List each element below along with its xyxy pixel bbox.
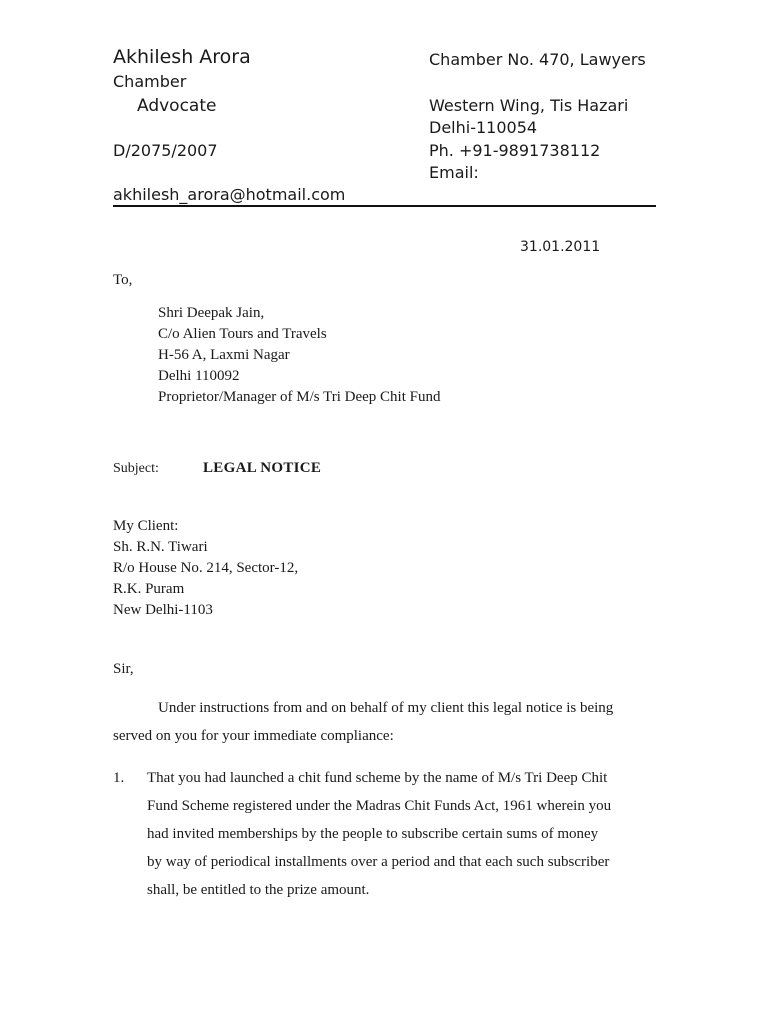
intro-paragraph — [113, 694, 613, 750]
client-heading: My Client: — [113, 518, 179, 534]
phone-number: Ph. +91-9891738112 — [429, 141, 601, 160]
point-line: That you had launched a chit fund scheme by the name of M/s Tri Deep Chit — [147, 770, 608, 786]
address-line-2: Western Wing, Tis Hazari — [429, 96, 629, 115]
subject-label: Subject: — [113, 461, 159, 476]
client-line: R/o House No. 214, Sector-12, — [113, 560, 299, 576]
point-line: by way of periodical installments over a period and that each such subscriber — [147, 854, 610, 870]
salutation-to: To, — [113, 272, 133, 288]
address-line-1: Chamber No. 470, Lawyers — [429, 50, 646, 69]
intro-line: Under instructions from and on behalf of my client this legal notice is being — [158, 700, 614, 716]
recipient-line: H-56 A, Laxmi Nagar — [158, 347, 290, 363]
notice-point — [113, 764, 658, 904]
advocate-title: Advocate — [137, 96, 217, 116]
point-line: had invited memberships by the people to subscribe certain sums of money — [147, 826, 599, 842]
client-block — [113, 516, 298, 621]
email-address: akhilesh_arora@hotmail.com — [113, 185, 346, 204]
letterhead-divider — [113, 205, 656, 207]
client-line: New Delhi-1103 — [113, 602, 213, 618]
chamber-label: Chamber — [113, 72, 187, 91]
email-label: Email: — [429, 163, 479, 182]
recipient-address — [158, 303, 441, 408]
client-line: Sh. R.N. Tiwari — [113, 539, 208, 555]
subject-title: LEGAL NOTICE — [203, 460, 322, 476]
advocate-name: Akhilesh Arora — [113, 46, 251, 68]
address-line-3: Delhi-110054 — [429, 118, 538, 137]
point-line: Fund Scheme registered under the Madras Chit Funds Act, 1961 wherein you — [147, 798, 612, 814]
point-text — [147, 764, 658, 904]
point-number: 1. — [113, 770, 125, 786]
intro-line: served on you for your immediate compliance: — [113, 728, 394, 744]
recipient-line: C/o Alien Tours and Travels — [158, 326, 327, 342]
recipient-line: Shri Deepak Jain, — [158, 305, 265, 321]
client-line: R.K. Puram — [113, 581, 185, 597]
letter-date: 31.01.2011 — [520, 239, 601, 255]
recipient-line: Delhi 110092 — [158, 368, 240, 384]
recipient-line: Proprietor/Manager of M/s Tri Deep Chit Fund — [158, 389, 441, 405]
point-line: shall, be entitled to the prize amount. — [147, 882, 370, 898]
greeting: Sir, — [113, 661, 134, 677]
enrollment-number: D/2075/2007 — [113, 141, 218, 160]
